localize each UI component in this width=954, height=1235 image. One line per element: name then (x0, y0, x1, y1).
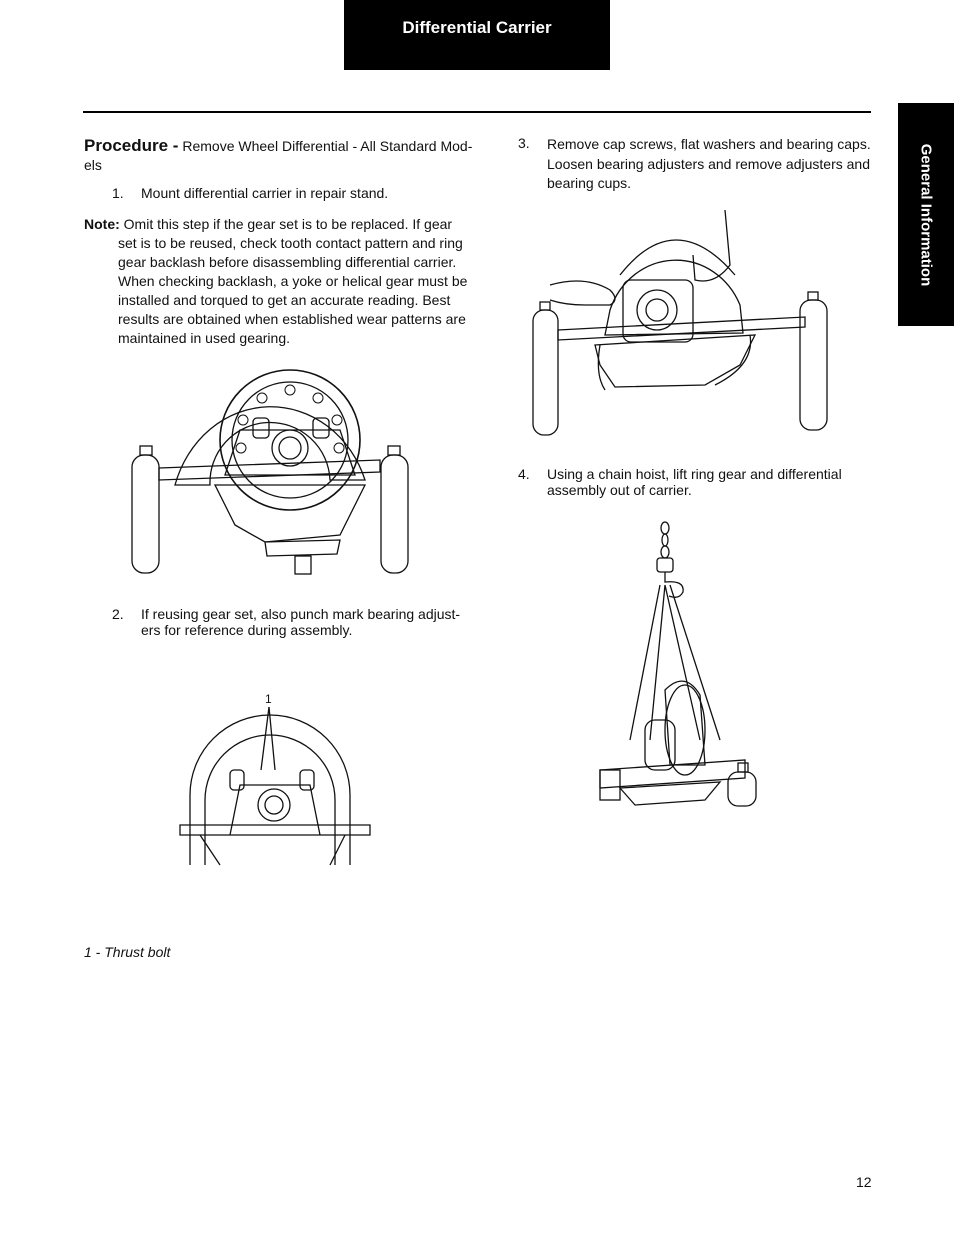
step-number: 2. (112, 606, 124, 622)
note-line: Omit this step if the gear set is to be replaced. If gear (123, 216, 453, 232)
side-tab-label: General Information (917, 143, 935, 286)
step-line: Remove cap screws, flat washers and bearing caps. (547, 136, 871, 152)
note-block (84, 215, 484, 348)
procedure-subtitle-cont: els (84, 157, 102, 173)
procedure-heading-block (84, 136, 474, 175)
step-text (547, 466, 842, 498)
procedure-subtitle: Remove Wheel Differential - All Standard Mod- (182, 138, 473, 154)
note-line: results are obtained when established wear patterns are (118, 311, 466, 327)
step-number: 1. (112, 185, 124, 201)
step-line: ers for reference during assembly. (141, 622, 353, 638)
page-number: 12 (856, 1174, 872, 1190)
header-rule (83, 111, 871, 113)
step-number: 3. (518, 135, 530, 151)
procedure-heading: Procedure - (84, 136, 179, 155)
step-line: Using a chain hoist, lift ring gear and differential (547, 466, 842, 482)
step-text: Mount differential carrier in repair stand. (141, 185, 389, 201)
step-line: assembly out of carrier. (547, 482, 692, 498)
chain-hoist-figure (595, 520, 765, 815)
note-line: installed and torqued to get an accurate reading. Best (118, 292, 451, 308)
note-line: When checking backlash, a yoke or helical gear must be (118, 273, 468, 289)
note-line: gear backlash before disassembling differential carrier. (118, 254, 457, 270)
bearing-cap-removal-figure (525, 205, 835, 440)
note-line: set is to be reused, check tooth contact pattern and ring (118, 235, 463, 251)
side-tab (898, 103, 954, 326)
step-line: bearing cups. (547, 175, 632, 191)
note-label: Note: (84, 216, 120, 232)
step-number: 4. (518, 466, 530, 482)
figure-caption: 1 - Thrust bolt (84, 944, 171, 960)
callout-1: 1 (265, 692, 272, 706)
note-body (84, 234, 484, 348)
note-line: maintained in used gearing. (118, 330, 291, 346)
step-line: If reusing gear set, also punch mark bearing adjust- (141, 606, 461, 622)
thrust-bolt-figure (170, 685, 380, 870)
step-text (547, 135, 871, 194)
section-header-tab (344, 0, 610, 70)
step-line: Loosen bearing adjusters and remove adjusters and (547, 155, 870, 172)
section-title: Differential Carrier (402, 18, 552, 37)
carrier-in-stand-figure (125, 360, 415, 585)
step-text (141, 606, 460, 638)
